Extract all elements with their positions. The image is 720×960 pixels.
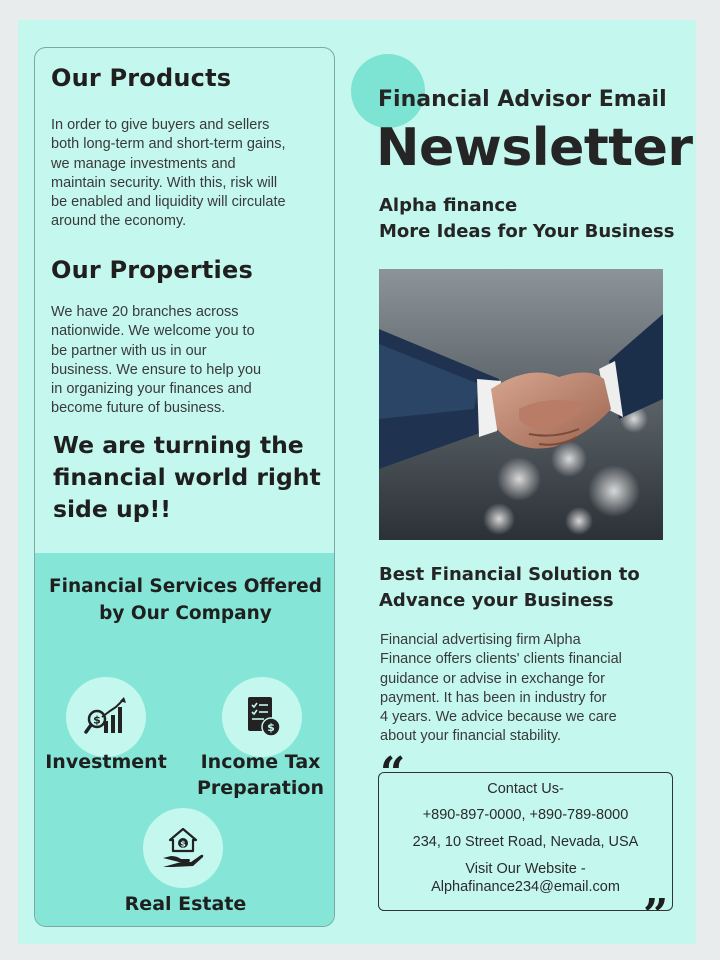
svg-text:$: $ <box>267 721 275 734</box>
income-tax-label <box>185 749 335 801</box>
properties-text <box>51 303 261 419</box>
open-quote-icon: “ <box>380 748 406 799</box>
properties-line: in organizing your finances and <box>51 381 252 398</box>
real-estate-icon-circle <box>143 808 223 888</box>
close-quote-icon: ” <box>643 890 669 941</box>
contact-address: 234, 10 Street Road, Nevada, USA <box>412 834 639 850</box>
properties-line: nationwide. We welcome you to <box>51 323 255 340</box>
solution-line: guidance or advise in exchange for <box>380 670 605 687</box>
solution-title-line: Advance your Business <box>379 590 614 611</box>
house-in-hand-icon <box>161 826 205 870</box>
solution-title-line: Best Financial Solution to <box>379 564 640 585</box>
handshake-photo <box>379 269 663 540</box>
newsletter-title: Newsletter <box>376 118 693 178</box>
products-line: we manage investments and <box>51 155 236 172</box>
properties-line: become future of business. <box>51 400 226 417</box>
solution-line: payment. It has been in industry for <box>380 689 607 706</box>
website-link[interactable]: Alphafinance234@email.com <box>431 879 620 895</box>
website-label: Visit Our Website - <box>465 861 586 877</box>
real-estate-label-line: Real Estate <box>124 893 247 915</box>
products-text <box>51 116 286 232</box>
income-tax-label-line: Preparation <box>197 777 324 799</box>
investment-label-line: Investment <box>45 751 167 773</box>
solution-line: about your financial stability. <box>380 728 562 745</box>
products-line: maintain security. With this, risk will <box>51 174 278 191</box>
solution-title <box>379 562 640 614</box>
newsletter-heading: Financial Advisor Email <box>378 87 667 112</box>
subtitle-line: More Ideas for Your Business <box>379 221 675 242</box>
services-title <box>45 573 326 627</box>
properties-line: business. We ensure to help you <box>51 361 262 378</box>
solution-line: 4 years. We advice because we care <box>380 709 617 726</box>
products-line: be enabled and liquidity will circulate <box>51 194 286 211</box>
contact-box <box>378 772 673 911</box>
subtitle-line: Alpha finance <box>379 195 518 216</box>
services-title-line: by Our Company <box>99 603 272 624</box>
left-column-card <box>34 47 335 927</box>
products-line: around the economy. <box>51 213 187 230</box>
services-title-line: Financial Services Offered <box>49 576 322 597</box>
investment-icon-circle <box>66 677 146 757</box>
solution-line: Financial advertising firm Alpha <box>380 632 581 648</box>
contact-phones[interactable]: +890-897-0000, +890-789-8000 <box>422 807 629 823</box>
products-title: Our Products <box>51 64 232 92</box>
slogan-line: financial world right <box>53 463 321 491</box>
investment-label <box>35 749 177 775</box>
income-tax-icon-circle <box>222 677 302 757</box>
real-estate-label <box>35 891 335 917</box>
svg-text:$: $ <box>180 839 186 849</box>
properties-line: We have 20 branches across <box>51 304 239 320</box>
properties-title: Our Properties <box>51 256 253 284</box>
solution-text <box>380 631 650 747</box>
properties-line: be partner with us in our <box>51 342 207 359</box>
slogan <box>53 429 321 525</box>
newsletter-subtitle <box>379 193 674 245</box>
services-panel <box>35 553 335 927</box>
slogan-line: We are turning the <box>53 431 304 459</box>
newsletter-page <box>18 20 696 944</box>
products-line: In order to give buyers and sellers <box>51 117 270 133</box>
tax-document-icon <box>240 695 284 739</box>
investment-growth-icon <box>84 695 128 739</box>
solution-line: Finance offers clients' clients financial <box>380 651 622 668</box>
slogan-line: side up!! <box>53 495 171 523</box>
contact-title: Contact Us- <box>487 781 564 797</box>
products-line: both long-term and short-term gains, <box>51 136 286 153</box>
svg-text:$: $ <box>93 713 101 727</box>
income-tax-label-line: Income Tax <box>200 751 321 773</box>
